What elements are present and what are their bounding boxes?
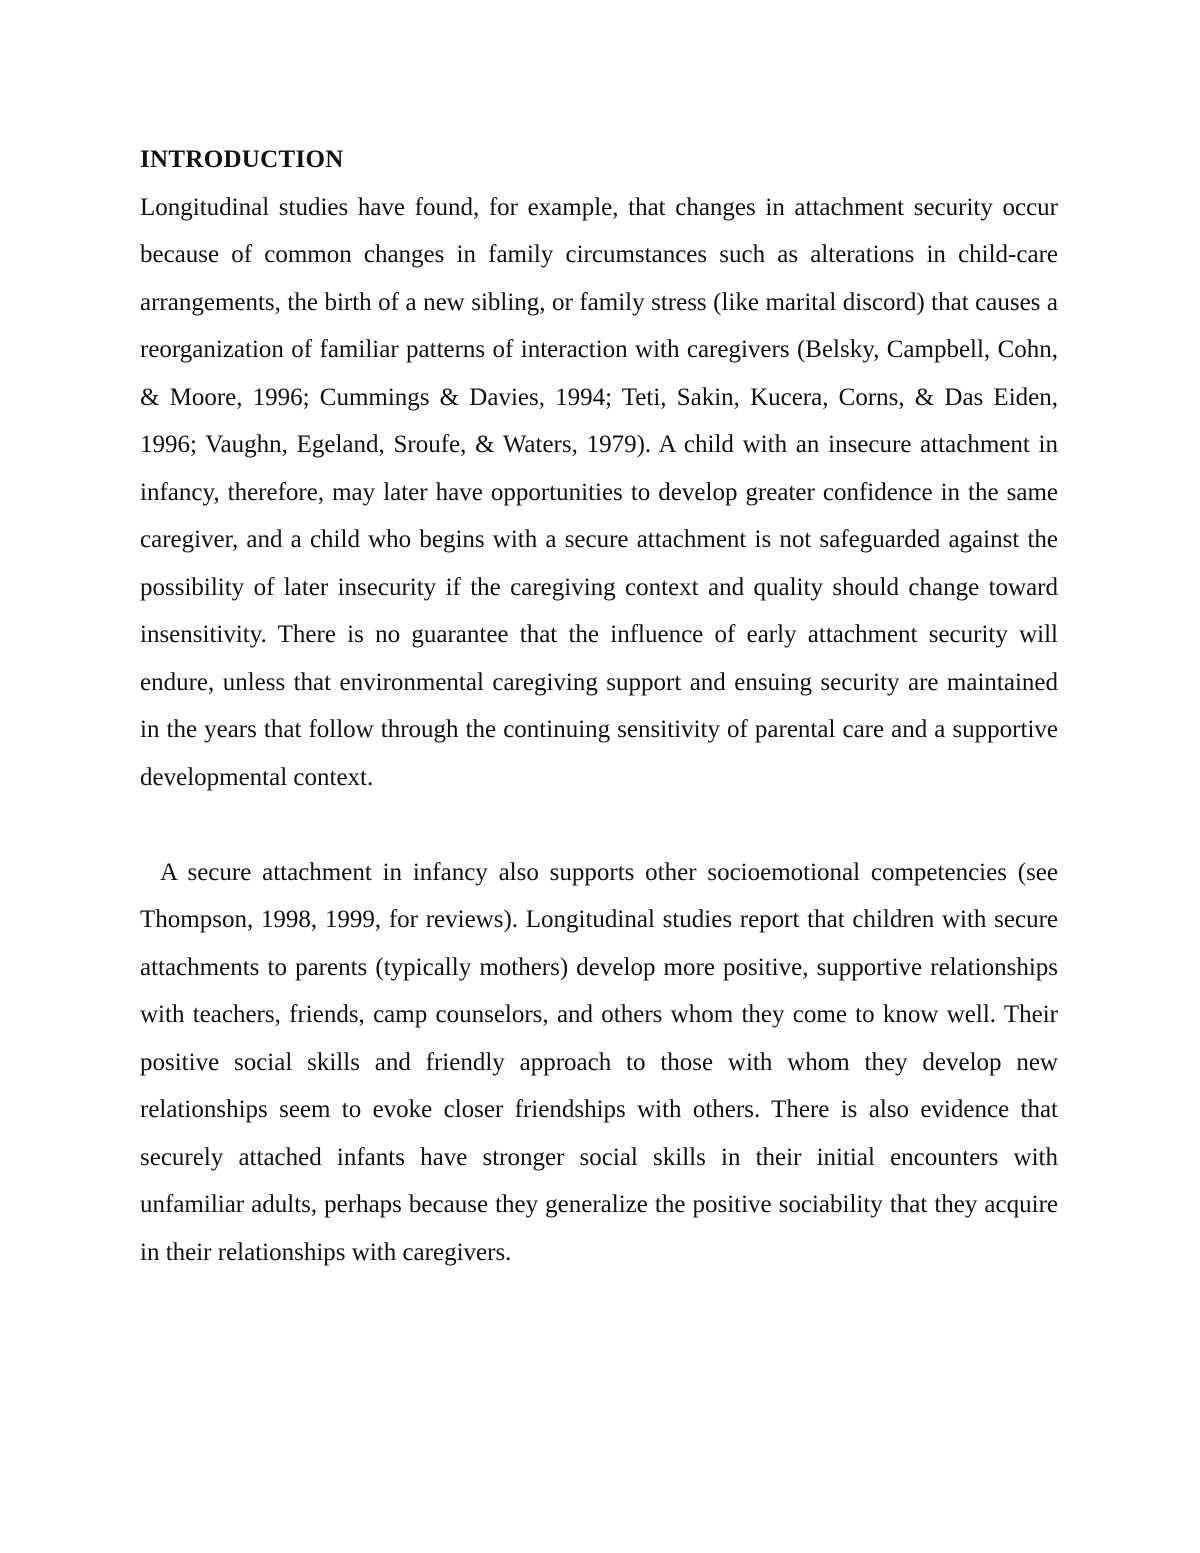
document-body [140,136,1058,1276]
section-heading: INTRODUCTION [140,146,344,173]
paragraph-1: Longitudinal studies have found, for example, that changes in attachment security occur because of common changes in family circumstances such as alterations in child-care arrangements, the birth of a new sibling, or family stress (like marital discord) that causes a reorganization of familiar patterns of interaction with caregivers (Belsky, Campbell, Cohn, & Moore, 1996; Cummings & Davies, 1994; Teti, Sakin, Kucera, Corns, & Das Eiden, 1996; Vaughn, Egeland, Sroufe, & Waters, 1979). A child with an insecure attachment in infancy, therefore, may later have opportunities to develop greater confidence in the same caregiver, and a child who begins with a secure attachment is not safeguarded against the possibility of later insecurity if the caregiving context and quality should change toward insensitivity. There is no guarantee that the influence of early attachment security will endure, unless that environmental caregiving support and ensuing security are maintained in the years that follow through the continuing sensitivity of parental care and a supportive developmental context. [140,193,1058,791]
paragraph-2: A secure attachment in infancy also supports other socioemotional competencies (see Thompson, 1998, 1999, for reviews). Longitudinal studies report that children with secure attachments to parents (typically mothers) develop more positive, supportive relationships with teachers, friends, camp counselors, and others whom they come to know well. Their positive social skills and friendly approach to those with whom they develop new relationships seem to evoke closer friendships with others. There is also evidence that securely attached infants have stronger social skills in their initial encounters with unfamiliar adults, perhaps because they generalize the positive sociability that they acquire in their relationships with caregivers. [140,858,1058,1266]
